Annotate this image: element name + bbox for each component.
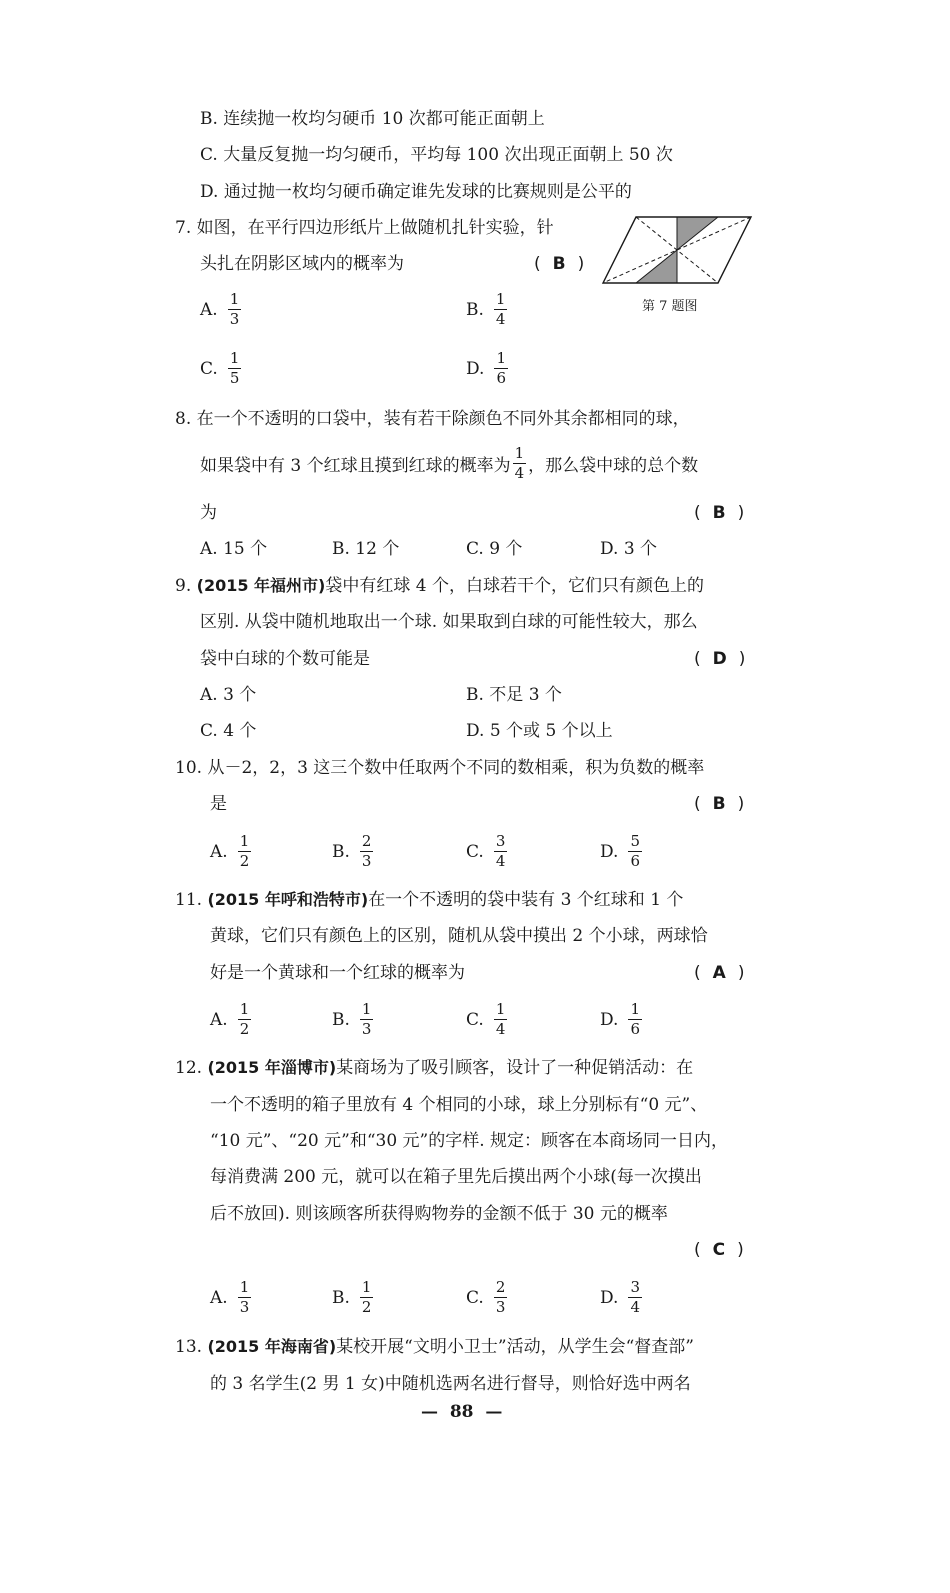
q12-stem-line5: 后不放回). 则该顾客所获得购物券的金额不低于 30 元的概率	[210, 1204, 668, 1224]
q7-answer: ( B )	[534, 254, 585, 274]
q7-option-a: A. $\frac{1}{3}$	[200, 290, 240, 328]
q12-stem-line1: 12. (2015 年淄博市)某商场为了吸引顾客，设计了一种促销活动：在	[175, 1058, 694, 1078]
q11-option-c: C. $\frac{1}{4}$	[466, 1000, 506, 1038]
q9-answer: ( D )	[694, 649, 746, 669]
q8-option-b: B. 12 个	[332, 539, 400, 559]
q9-stem-line1: 9. (2015 年福州市)袋中有红球 4 个，白球若干个，它们只有颜色上的	[175, 576, 704, 596]
q12-answer: ( C )	[694, 1240, 744, 1260]
q12-source: (2015 年淄博市)	[207, 1058, 337, 1077]
q9-stem-line3: 袋中白球的个数可能是	[200, 649, 370, 669]
q11-stem-line3: 好是一个黄球和一个红球的概率为	[210, 963, 465, 983]
q8-stem-line3: 为	[200, 503, 217, 523]
q6-option-b: B. 连续抛一枚均匀硬币 10 次都可能正面朝上	[200, 109, 545, 129]
q10-option-b: B. $\frac{2}{3}$	[332, 832, 372, 870]
q11-stem-line1: 11. (2015 年呼和浩特市)在一个不透明的袋中装有 3 个红球和 1 个	[175, 890, 684, 910]
q8-option-c: C. 9 个	[466, 539, 523, 559]
q13-source: (2015 年海南省)	[207, 1337, 337, 1356]
q7-stem-line1: 7. 如图，在平行四边形纸片上做随机扎针实验，针	[175, 218, 554, 238]
q10-option-d: D. $\frac{5}{6}$	[600, 832, 640, 870]
q11-option-b: B. $\frac{1}{3}$	[332, 1000, 372, 1038]
q13-stem-line1: 13. (2015 年海南省)某校开展“文明小卫士”活动，从学生会“督查部”	[175, 1337, 694, 1357]
q12-option-b: B. $\frac{1}{2}$	[332, 1278, 372, 1316]
q12-option-a: A. $\frac{1}{3}$	[210, 1278, 250, 1316]
q10-option-c: C. $\frac{3}{4}$	[466, 832, 506, 870]
q12-option-d: D. $\frac{3}{4}$	[600, 1278, 640, 1316]
q7-option-b: B. $\frac{1}{4}$	[466, 290, 506, 328]
q9-option-d: D. 5 个或 5 个以上	[466, 721, 613, 741]
q8-answer: ( B )	[694, 503, 745, 523]
page-number: — 88 —	[421, 1402, 503, 1422]
q9-option-c: C. 4 个	[200, 721, 257, 741]
q12-stem-line4: 每消费满 200 元，就可以在箱子里先后摸出两个小球(每一次摸出	[210, 1167, 702, 1187]
q9-option-a: A. 3 个	[200, 685, 257, 705]
q9-source: (2015 年福州市)	[196, 576, 326, 595]
q10-stem-line1: 10. 从－2，2，3 这三个数中任取两个不同的数相乘，积为负数的概率	[175, 758, 705, 778]
q13-stem-line2: 的 3 名学生(2 男 1 女)中随机选两名进行督导，则恰好选中两名	[210, 1374, 691, 1394]
q12-option-c: C. $\frac{2}{3}$	[466, 1278, 506, 1316]
q12-stem-line2: 一个不透明的箱子里放有 4 个相同的小球，球上分别标有“0 元”、	[210, 1095, 708, 1115]
q7-option-d: D. $\frac{1}{6}$	[466, 349, 506, 387]
q9-option-b: B. 不足 3 个	[466, 685, 562, 705]
q11-option-a: A. $\frac{1}{2}$	[210, 1000, 250, 1038]
q7-parallelogram-figure	[598, 214, 756, 288]
q9-stem-line2: 区别. 从袋中随机地取出一个球. 如果取到白球的可能性较大，那么	[200, 612, 698, 632]
q10-option-a: A. $\frac{1}{2}$	[210, 832, 250, 870]
q8-stem-line1: 8. 在一个不透明的口袋中，装有若干除颜色不同外其余都相同的球，	[175, 409, 690, 429]
q6-option-d: D. 通过抛一枚均匀硬币确定谁先发球的比赛规则是公平的	[200, 182, 632, 202]
q11-answer: ( A )	[694, 963, 745, 983]
q8-option-a: A. 15 个	[200, 539, 268, 559]
q11-stem-line2: 黄球，它们只有颜色上的区别，随机从袋中摸出 2 个小球，两球恰	[210, 926, 708, 946]
q7-figure-caption: 第 7 题图	[642, 299, 698, 314]
q8-option-d: D. 3 个	[600, 539, 658, 559]
q11-source: (2015 年呼和浩特市)	[207, 890, 369, 909]
q7-option-c: C. $\frac{1}{5}$	[200, 349, 240, 387]
q12-stem-line3: “10 元”、“20 元”和“30 元”的字样. 规定：顾客在本商场同一日内，	[210, 1131, 729, 1151]
q10-answer: ( B )	[694, 794, 745, 814]
q6-option-c: C. 大量反复抛一均匀硬币，平均每 100 次出现正面朝上 50 次	[200, 145, 673, 165]
q8-stem-line2: 如果袋中有 3 个红球且摸到红球的概率为 $\frac{1}{4}$ ，那么袋中球的总个数	[200, 444, 699, 482]
q11-option-d: D. $\frac{1}{6}$	[600, 1000, 640, 1038]
q7-stem-line2: 头扎在阴影区域内的概率为	[200, 254, 404, 274]
q10-stem-line2: 是	[210, 794, 227, 814]
